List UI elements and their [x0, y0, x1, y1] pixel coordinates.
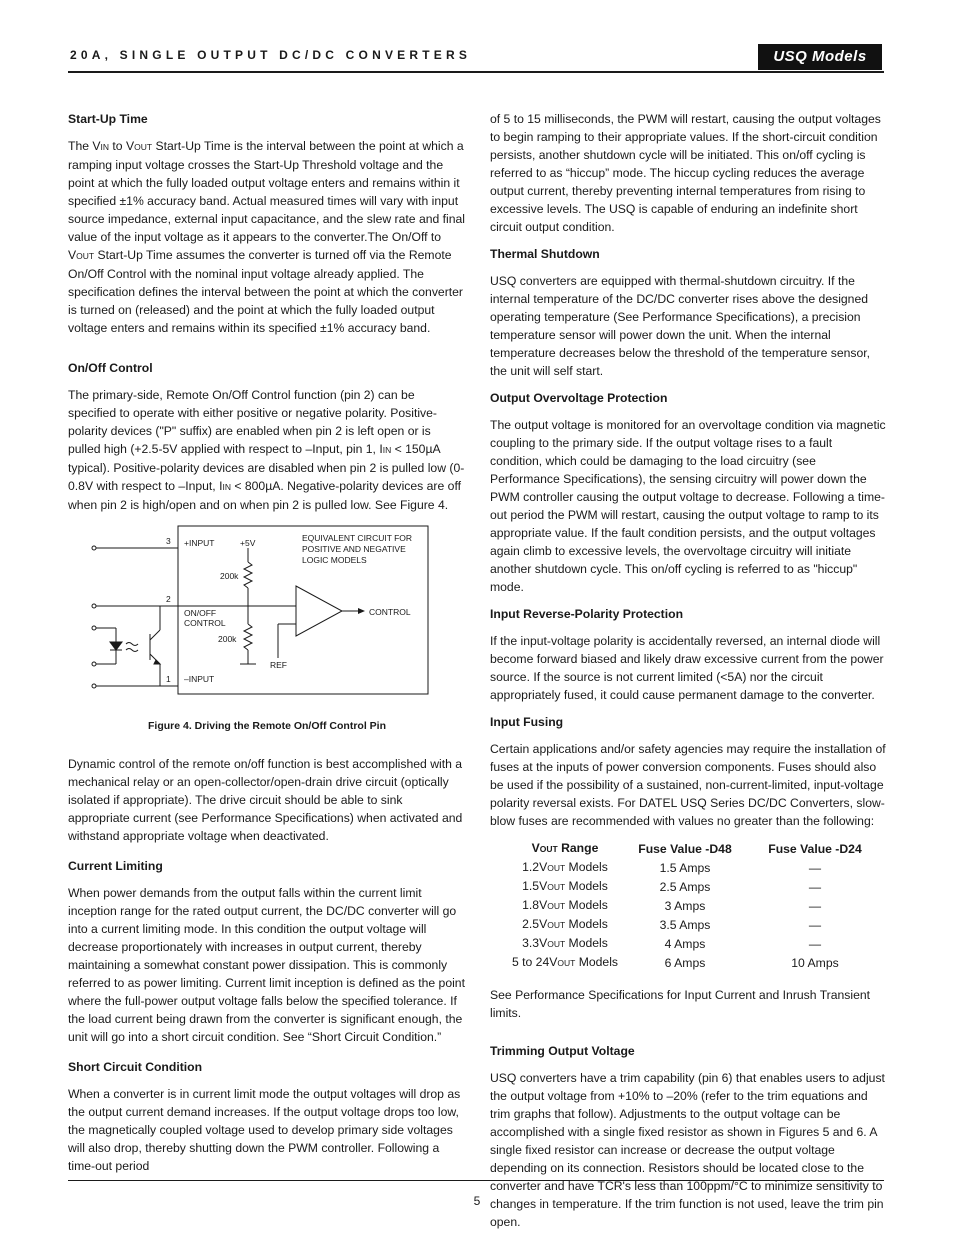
onoff-paragraph: The primary-side, Remote On/Off Control function (pin 2) can be specified to operate with either positive or negative polarity. Positive-polarity devices ("P" suffix) are enabled when pin 2 is left open or is pulled high (+2.5-5V applied with respect to –Input, pin 1, IIN < 150µA typical). Positive-polarity devices are disabled when pin 2 is pulled low (0-0.8V with respect to –Input, IIN < 800µA. Negative-polarity devices are off when pin 2 is high/open and on when pin 2 is pulled low. See Figure 4.	[68, 388, 465, 512]
section-heading-thermal: Thermal Shutdown	[490, 247, 600, 261]
onoff-control-label: ON/OFF	[184, 608, 217, 618]
resistor-1-label: 200k	[220, 571, 239, 581]
right-column	[490, 110, 886, 1240]
section-heading-short-circuit: Short Circuit Condition	[68, 1060, 203, 1074]
pin-3-label: 3	[166, 536, 171, 546]
section-heading-ovp: Output Overvoltage Protection	[490, 391, 668, 405]
table-row: 5 to 24VOUT Models 6 Amps 10 Amps	[511, 955, 839, 970]
col-fuse-d48: Fuse Value -D48	[638, 841, 732, 856]
plus-5v-label: +5V	[240, 538, 256, 548]
onoff-control-label-2: CONTROL	[184, 618, 226, 628]
thermal-paragraph: USQ converters are equipped with thermal-shutdown circuitry. If the internal temperature of the DC/DC converter rises above the designed operating temperature (See Performance Specifications), a precision temperature sensor will power down the unit. When the internal temperature decreases below the threshold of the temperature sensor, the unit will self start.	[490, 274, 871, 378]
current-limiting-paragraph: When power demands from the output falls within the current limit inception range for the rated output current, the DC/DC converter will go into a current limiting mode. In this condition the output voltage will decrease proportionately with increases in output current, thereby maintaining a somewhat constant power dissipation. This is commonly referred to as power limiting. Current limit inception is defined as the point where the full-power output voltage falls below the specified tolerance. If the load current being drawn from the converter is significant enough, the unit will go into a short circuit condition. See “Short Circuit Condition.”	[68, 886, 465, 1044]
input-plus-label: +INPUT	[184, 538, 215, 548]
figure-4	[68, 524, 466, 735]
short-circuit-paragraph: When a converter is in current limit mode the output voltages will drop as the output current demand increases. If the output voltage drops too low, the magnetically coupled voltage used to develop primary side voltages will also drop, thereby shutting down the PWM controller. Following a time-out period	[68, 1087, 461, 1173]
ovp-paragraph: The output voltage is monitored for an overvoltage condition via magnetic coupling to the primary side. If the output voltage rises to a fault condition, which could be damaging to the load circuitry (see Performance Specifications), the sensing circuitry will power down the PWM controller causing the output voltage to decrease. Following a time-out period the PWM will restart, causing the output voltage to ramp to its appropriate value. If the fault condition persists, and the output voltages again climb to excessive levels, the overvoltage circuitry will initiate another shutdown cycle. This on/off cycling is referred to as "hiccup" mode.	[490, 418, 886, 594]
short-circuit-continued-paragraph: of 5 to 15 milliseconds, the PWM will restart, causing the output voltages to begin ramping to their appropriate values. If the short-circuit condition persists, another shutdown cycle will be initiated. This on/off cycling is referred to as “hiccup” mode. The hiccup cycling reduces the average output current, thereby preventing internal temperatures from rising to excessive levels. The USQ is capable of enduring an indefinite short circuit output condition.	[490, 112, 881, 234]
input-minus-label: –INPUT	[184, 674, 215, 684]
equiv-circuit-label-2: POSITIVE AND NEGATIVE	[302, 544, 406, 554]
pin-2-label: 2	[166, 594, 171, 604]
ref-label: REF	[270, 660, 287, 670]
left-column	[68, 110, 466, 1184]
section-heading-reverse-polarity: Input Reverse-Polarity Protection	[490, 607, 684, 621]
figure-caption: Figure 4. Driving the Remote On/Off Control Pin	[147, 720, 386, 732]
table-row: 2.5VOUT Models 3.5 Amps —	[522, 917, 822, 932]
model-badge: USQ Models	[758, 44, 882, 70]
fuse-table	[510, 839, 880, 972]
footer-rule	[68, 1180, 884, 1181]
page-number: 5	[473, 1194, 481, 1208]
running-header: 20A, SINGLE OUTPUT DC/DC CONVERTERS	[70, 48, 472, 62]
section-heading-startup: Start-Up Time	[68, 112, 148, 126]
table-row: 1.2VOUT Models 1.5 Amps —	[522, 860, 822, 875]
trim-paragraph: USQ converters have a trim capability (pin 6) that enables users to adjust the output voltage from +10% to –20% (refer to the trim equations and trim graphs that follow). Adjustments to the output voltage can be accomplished with a single fixed resistor as shown in Figures 5 and 6. A single fixed resistor can increase or decrease the output voltage depending on its connection. Resistors should be located close to the converter and have TCR's less than 100ppm/°C to minimize sensitivity to changes in temperature. If the trim function is not used, leave the trim pin open.	[490, 1071, 885, 1229]
resistor-2-label: 200k	[218, 634, 237, 644]
pin-1-label: 1	[166, 674, 171, 684]
table-row: 1.5VOUT Models 2.5 Amps —	[522, 879, 822, 894]
header-rule	[68, 71, 884, 73]
col-vout-range: VOUT Range	[531, 841, 599, 855]
section-heading-onoff: On/Off Control	[68, 361, 153, 375]
equiv-circuit-label: EQUIVALENT CIRCUIT FOR	[302, 533, 413, 543]
section-heading-input-fusing: Input Fusing	[490, 715, 564, 729]
table-row: 1.8VOUT Models 3 Amps —	[522, 898, 822, 913]
table-row: 3.3VOUT Models 4 Amps —	[522, 936, 822, 951]
see-performance-note: See Performance Specifications for Input Current and Inrush Transient limits.	[490, 988, 871, 1020]
col-fuse-d24: Fuse Value -D24	[768, 841, 862, 856]
dynamic-control-paragraph: Dynamic control of the remote on/off function is best accomplished with a mechanical relay or an open-collector/open-drain drive circuit (optically isolated if appropriate). The drive circuit should be able to sink appropriate current (see Performance Specifications) when activated and withstand appropriate voltage when deactivated.	[68, 757, 463, 843]
equiv-circuit-label-3: LOGIC MODELS	[302, 555, 367, 565]
control-output-label: CONTROL	[369, 607, 411, 617]
onoff-circuit-diagram	[68, 524, 466, 704]
section-heading-current-limiting: Current Limiting	[68, 859, 163, 873]
fuse-table-header	[510, 839, 880, 858]
reverse-polarity-paragraph: If the input-voltage polarity is accidentally reversed, an internal diode will become forward biased and likely draw excessive current from the power source. If the source is not current limited (<5A) nor the circuit appropriately fused, it could cause permanent damage to the converter.	[490, 634, 884, 702]
section-heading-trim: Trimming Output Voltage	[490, 1044, 635, 1058]
startup-paragraph: The VIN to VOUT Start-Up Time is the interval between the point at which a ramping input voltage crosses the Start-Up Threshold voltage and the point at which the fully loaded output voltage enters and remains within it specified ±1% accuracy band. Actual measured times will vary with input source impedance, external input capacitance, and the slew rate and final value of the input voltage as it appears to the converter.The On/Off to VOUT Start-Up Time assumes the converter is turned off via the Remote On/Off Control with the nominal input voltage already applied. The specification defines the interval between the point at which the converter is turned on (released) and the point at which the fully loaded output voltage enters and remains within its specified ±1% accuracy band.	[68, 139, 466, 335]
input-fusing-paragraph: Certain applications and/or safety agencies may require the installation of fuses at the inputs of power conversion components. Fuses should also be used if the possibility of a sustained, non-current-limited, input-voltage polarity reversal exists. For DATEL USQ Series DC/DC Converters, slow-blow fuses are recommended with values no greater than the following:	[490, 742, 886, 828]
